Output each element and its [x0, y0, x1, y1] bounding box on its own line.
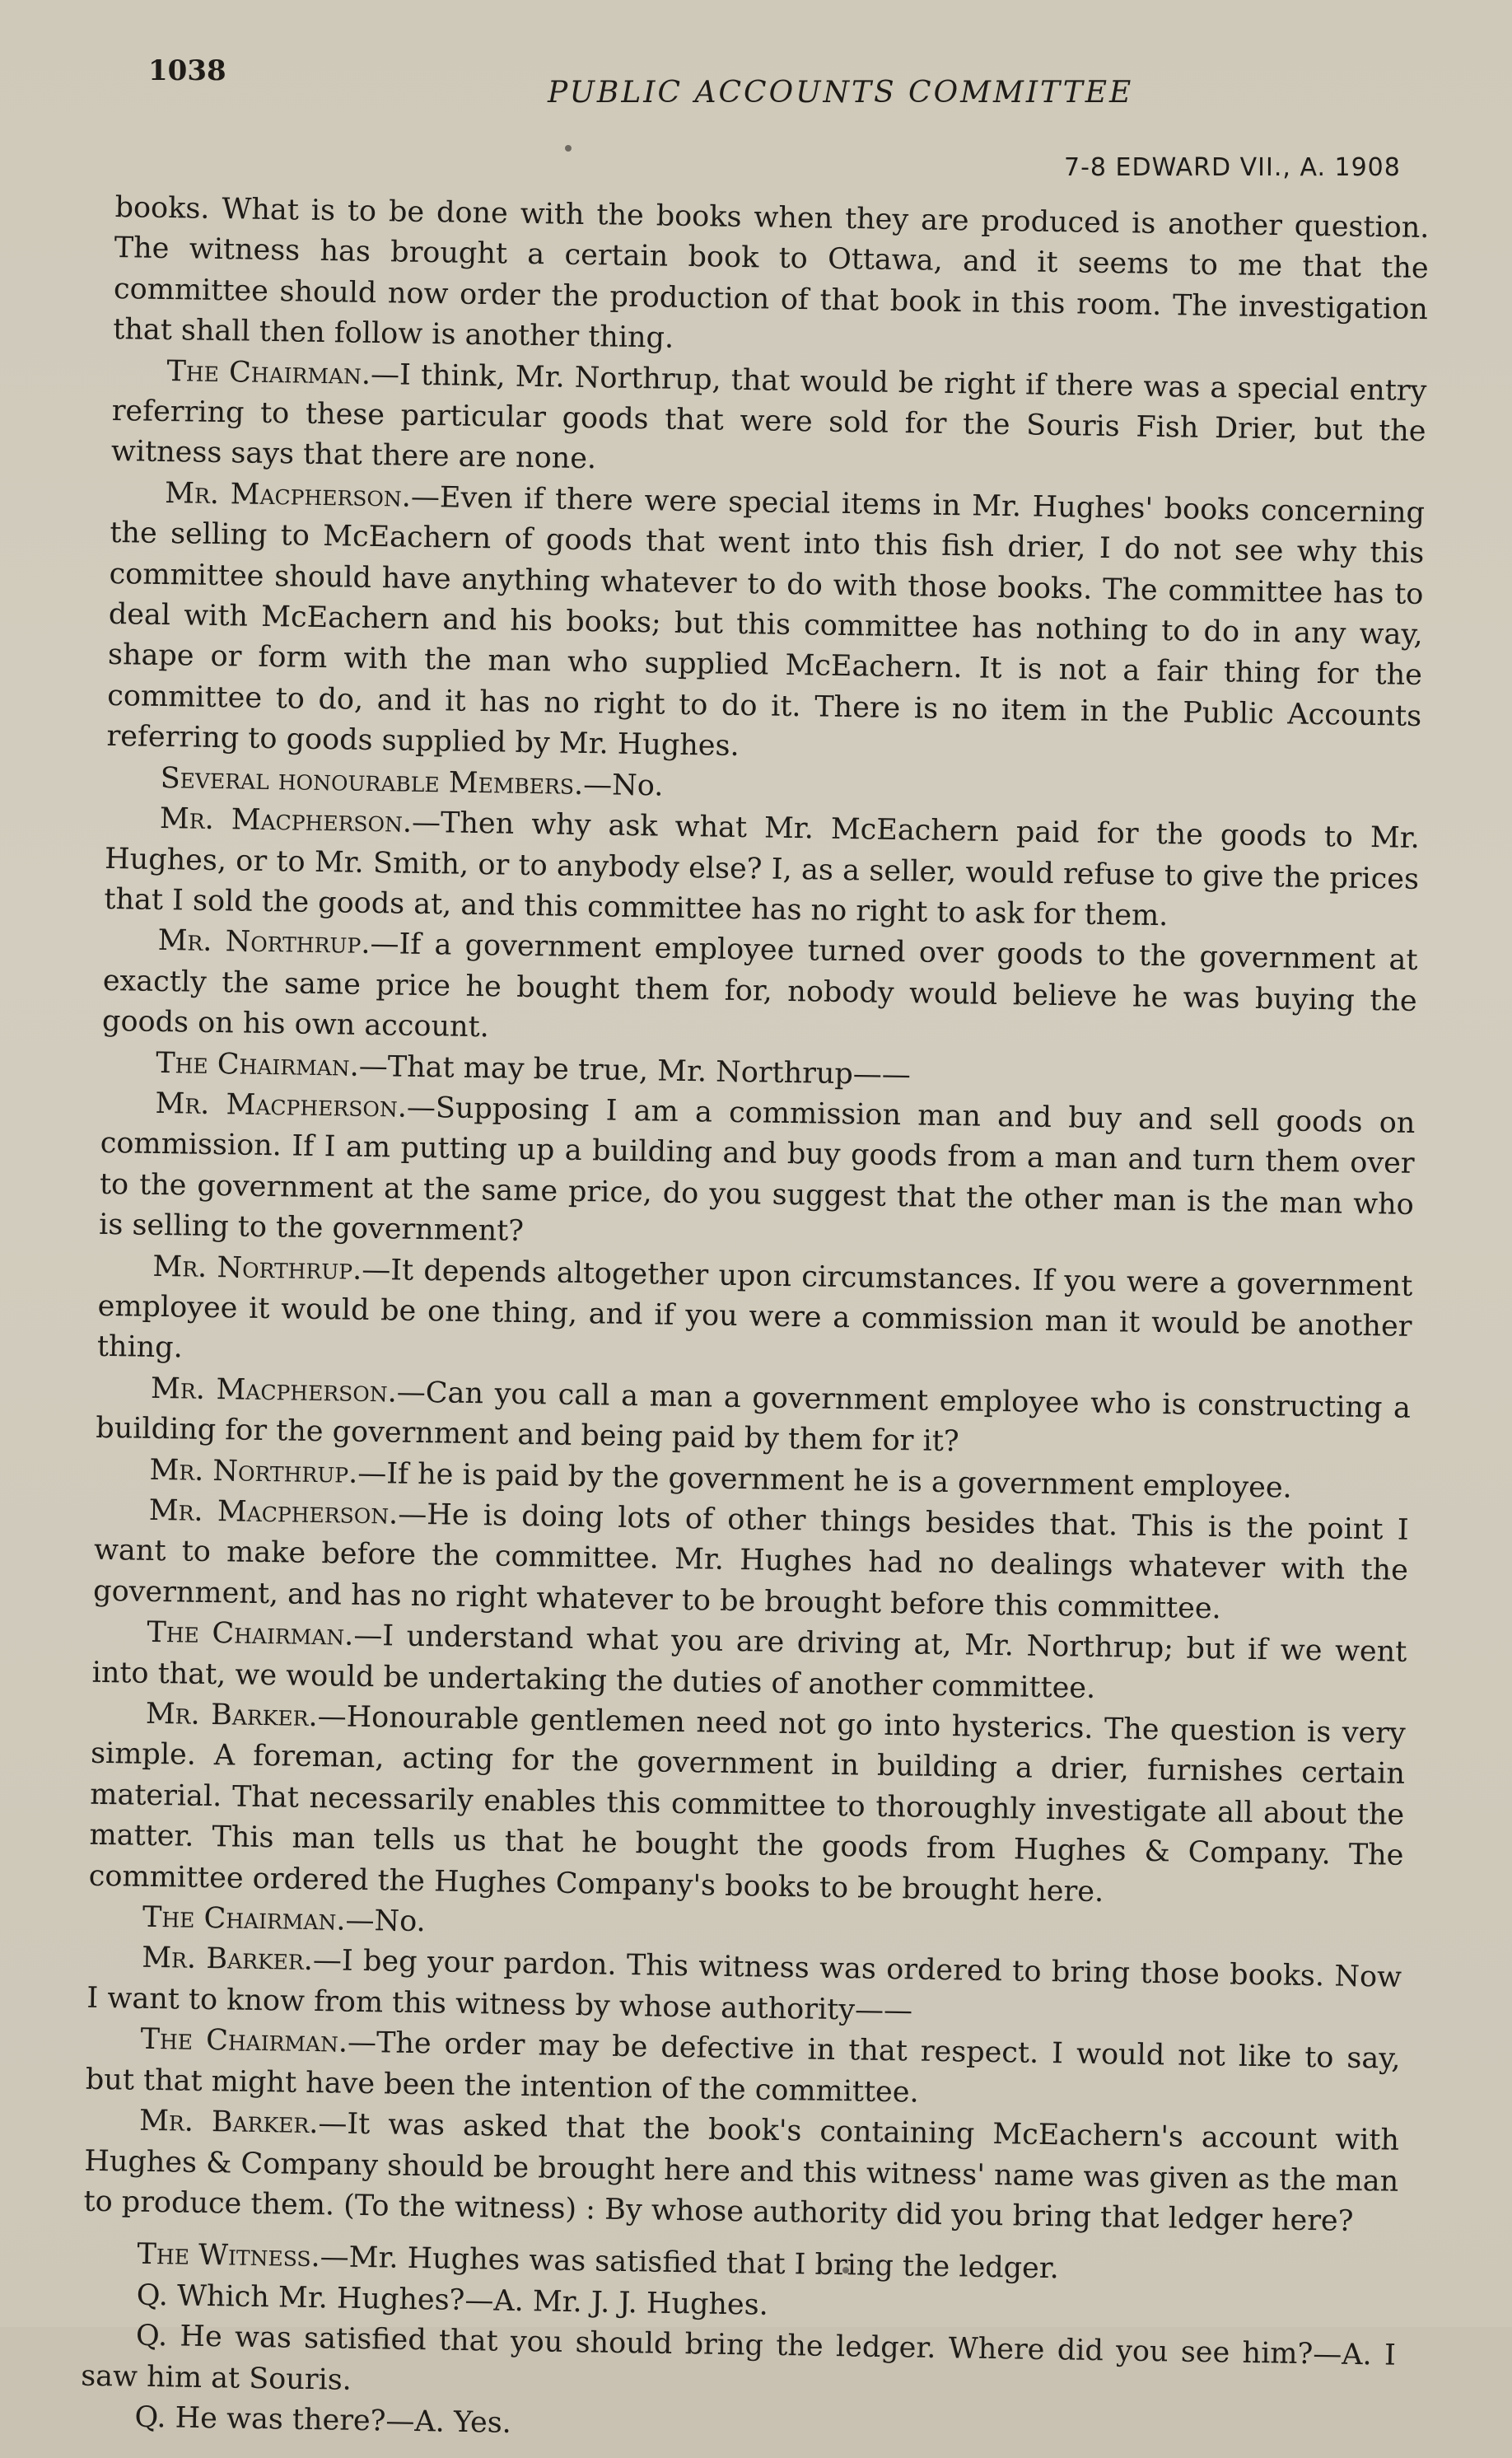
paragraph [96, 1245, 1412, 1388]
speaker-name: Mr. Northrup. [152, 1250, 362, 1287]
speaker-name: Mr. Macpherson. [155, 1086, 408, 1124]
body-text [80, 188, 1430, 2458]
paragraph [104, 798, 1420, 941]
speaker-name: The Chairman. [156, 1046, 360, 1083]
paragraph-text: —No. [345, 1904, 427, 1939]
session-label: 7-8 EDWARD VII., A. 1908 [1064, 153, 1401, 182]
paragraph-text: books. What is to be done with the books when they are produced is another question. The witness has brought a certain book to Ottawa, and it seems to me that the committee should now order the production of that book in this room. The investigation that shall then follow is another thing. [112, 190, 1430, 355]
paragraph [106, 473, 1425, 778]
paragraph-text: —The order may be defective in that respect. I would not like to say, but that might have been the intention of the committee. [85, 2026, 1401, 2110]
speaker-name: Mr. Barker. [138, 2104, 319, 2141]
speaker-name: Mr. Macpherson. [150, 1372, 398, 1409]
paragraph [113, 188, 1430, 372]
paragraph-text: —Even if there were special items in Mr. Hughes' books concerning the selling to McEachern of goods that went into this fish drier, I do not see why this committee should have anything whatever to do with those books. The committee has to deal with McEachern and his books; but this committee has nothing to do in any way, shape or form with the man who supplied McEachern. It is not a fair thing for the committee to do, and it has no right to do it. There is no item in the Public Accounts referring to goods supplied by Mr. Hughes. [106, 480, 1426, 764]
paragraph-text: Q. He was there?—A. Yes. [134, 2400, 512, 2440]
page-number: 1038 [148, 54, 226, 87]
speaker-name: The Chairman. [142, 1900, 346, 1937]
paragraph-text: —If he is paid by the government he is a government employee. [357, 1456, 1293, 1505]
speaker-name: Mr. Northrup. [149, 1453, 358, 1490]
speaker-name: The Witness. [137, 2238, 320, 2274]
paragraph [88, 1694, 1406, 1918]
speaker-name: Mr. Macpherson. [148, 1493, 399, 1531]
speaker-name: The Chairman. [147, 1616, 354, 1652]
paragraph-text: —Can you call a man a government employee who is constructing a building for the government and being paid by them for it? [96, 1376, 1412, 1459]
paragraph-text: —That may be true, Mr. Northrup—— [358, 1049, 912, 1091]
paragraph-text: —It depends altogether upon circumstances. If you were a government employee it would be one thing, and if you were a commission man it would be another thing. [96, 1253, 1413, 1365]
paragraph-text: —Supposing I am a commission man and buy and sell goods on commission. If I am putting up a building and buy goods from a man and turn them over to the government at the same price, do you suggest that the other man is the man who is selling to the government? [98, 1091, 1416, 1249]
paragraph [102, 920, 1418, 1063]
speaker-name: Mr. Northrup. [157, 924, 371, 961]
paragraph-text: —I beg your pardon. This witness was ordered to bring those books. Now I want to know from this witness by whose authority—— [86, 1944, 1402, 2028]
paragraph-text: —Honourable gentlemen need not go into hysterics. The question is very simple. A foreman, acting for the government in building a drier, furnishes certain material. That necessarily enables this committee to thoroughly investigate all about the matter. This man tells us that he bought the goods from Hughes & Company. The committee ordered the Hughes Company's books to be brought here. [88, 1700, 1407, 1909]
paragraph [93, 1490, 1409, 1633]
print-speck [565, 145, 572, 152]
speaker-name: Mr. Barker. [141, 1942, 314, 1978]
paragraph-text: —No. [582, 768, 664, 803]
speaker-name: The Chairman. [166, 354, 371, 391]
paragraph-text: —It was asked that the book's containing McEachern's account with Hughes & Company should be brought here and this witness' name was given as the man to produce them. (To the witness) : By whose authority did you bring that ledger here? [83, 2107, 1400, 2238]
paragraph-text: —Then why ask what Mr. McEachern paid for the goods to Mr. Hughes, or to Mr. Smith, or to anybody else? I, as a seller, would refuse to give the prices that I sold the goods at, and this committee has no right to ask for them. [104, 806, 1421, 933]
paragraph-text: —He is doing lots of other things besides that. This is the point I want to make before the committee. Mr. Hughes had no dealings whatever with the government, and has no right whatever to be brought before this committee. [92, 1498, 1409, 1626]
paragraph-text: —Mr. Hughes was satisfied that I bring the ledger. [320, 2241, 1060, 2286]
paragraph-text: Q. Which Mr. Hughes?—A. Mr. J. J. Hughes. [136, 2278, 769, 2322]
speaker-name: The Chairman. [140, 2023, 348, 2059]
paragraph [99, 1083, 1416, 1267]
paragraph-text: —I understand what you are driving at, Mr. Northrup; but if we went into that, we would be undertaking the duties of another committee. [91, 1619, 1407, 1705]
speaker-name: Mr. Macpherson. [159, 802, 413, 839]
paragraph [111, 351, 1427, 493]
paragraph-text: —If a government employee turned over goods to the government at exactly the same price he bought them for, nobody would believe he was buying the goods on his own account. [101, 928, 1418, 1044]
speaker-name: Mr. Barker. [145, 1697, 318, 1734]
paragraph-text: Q. He was satisfied that you should bring the ledger. Where did you see him?—A. I saw him at Souris. [80, 2319, 1397, 2397]
paragraph-text: —I think, Mr. Northrup, that would be right if there was a special entry referring to these particular goods that were sold for the Souris Fish Drier, but the witness says that there are none. [110, 357, 1427, 476]
paragraph [83, 2101, 1399, 2243]
running-head: PUBLIC ACCOUNTS COMMITTEE [548, 76, 1134, 110]
speaker-name: Mr. Macpherson. [164, 476, 412, 514]
speaker-name: Several honourable Members. [160, 761, 584, 801]
